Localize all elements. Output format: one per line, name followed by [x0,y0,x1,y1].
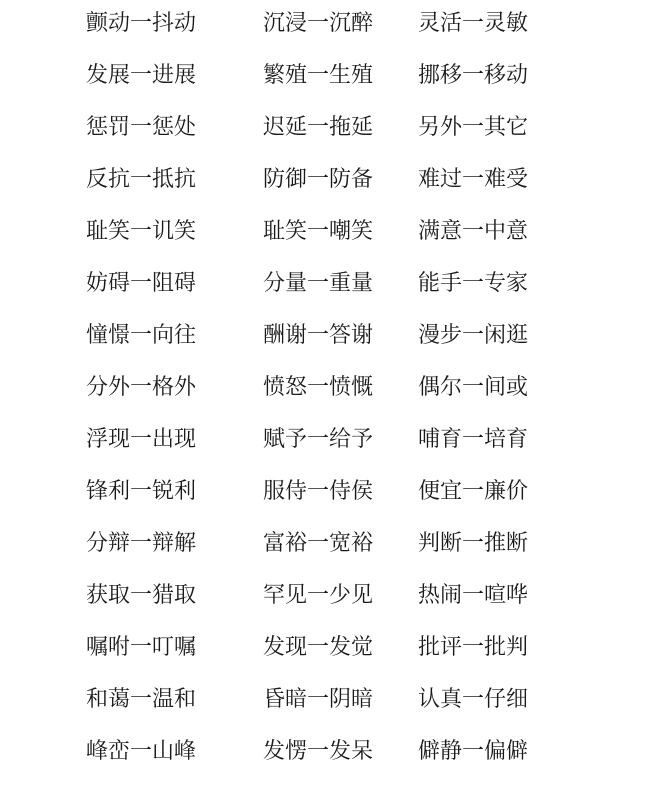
word-row [0,420,657,460]
word-row [0,212,657,252]
word-pair: 分辩一辩解 [86,531,197,556]
word-pair: 难过一难受 [418,167,529,192]
word-pair: 耻笑一嘲笑 [263,219,374,244]
word-row [0,108,657,148]
word-row [0,264,657,304]
word-row [0,732,657,772]
word-pair: 偶尔一间或 [418,375,529,400]
word-pair: 分量一重量 [263,271,374,296]
word-pair: 憧憬一向往 [86,323,197,348]
word-pair: 认真一仔细 [418,687,529,712]
word-pair: 发愣一发呆 [263,739,374,764]
word-pair: 酬谢一答谢 [263,323,374,348]
word-pair: 僻静一偏僻 [418,739,529,764]
word-pair: 愤怒一愤慨 [263,375,374,400]
word-pair: 发展一进展 [86,63,197,88]
word-row [0,472,657,512]
word-row [0,4,657,44]
word-pair: 满意一中意 [418,219,529,244]
word-pair: 防御一防备 [263,167,374,192]
word-pair: 富裕一宽裕 [263,531,374,556]
word-pair: 罕见一少见 [263,583,374,608]
word-pair: 另外一其它 [418,115,529,140]
word-pair: 获取一猎取 [86,583,197,608]
word-pair: 嘱咐一叮嘱 [86,635,197,660]
word-pair: 分外一格外 [86,375,197,400]
word-pair: 批评一批判 [418,635,529,660]
word-pair: 峰峦一山峰 [86,739,197,764]
word-row [0,56,657,96]
word-row [0,316,657,356]
word-pair: 耻笑一讥笑 [86,219,197,244]
word-pair: 赋予一给予 [263,427,374,452]
word-row [0,160,657,200]
word-pair: 判断一推断 [418,531,529,556]
word-pair: 灵活一灵敏 [418,11,529,36]
word-pair: 昏暗一阴暗 [263,687,374,712]
word-pair: 便宜一廉价 [418,479,529,504]
word-pair: 颤动一抖动 [86,11,197,36]
word-pair: 热闹一喧哗 [418,583,529,608]
word-pair: 反抗一抵抗 [86,167,197,192]
word-pair: 哺育一培育 [418,427,529,452]
word-pair: 锋利一锐利 [86,479,197,504]
word-pair: 漫步一闲逛 [418,323,529,348]
word-pair: 迟延一拖延 [263,115,374,140]
word-pair: 发现一发觉 [263,635,374,660]
word-row [0,524,657,564]
word-row [0,576,657,616]
word-pair: 妨碍一阻碍 [86,271,197,296]
word-pair: 繁殖一生殖 [263,63,374,88]
word-row [0,368,657,408]
word-pair: 和蔼一温和 [86,687,197,712]
word-pair: 能手一专家 [418,271,529,296]
word-pair: 沉浸一沉醉 [263,11,374,36]
word-pair: 浮现一出现 [86,427,197,452]
word-pair: 惩罚一惩处 [86,115,197,140]
word-pair: 服侍一侍侯 [263,479,374,504]
word-row [0,628,657,668]
word-row [0,680,657,720]
word-pair: 挪移一移动 [418,63,529,88]
